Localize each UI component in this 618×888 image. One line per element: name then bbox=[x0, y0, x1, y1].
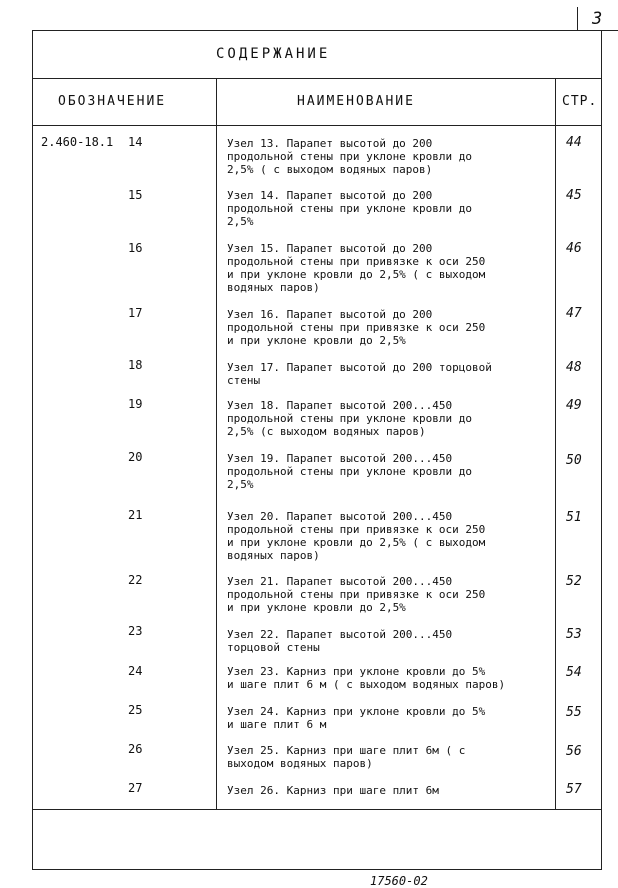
row-page: 48 bbox=[566, 360, 582, 375]
row-number: 22 bbox=[128, 573, 143, 587]
row-name: Узел 25. Карниз при шаге плит 6м ( с выходом водяных паров) bbox=[227, 744, 466, 770]
row-name: Узел 18. Парапет высотой 200...450 продольной стены при уклоне кровли до 2,5% (с выходом водяных паров) bbox=[227, 399, 473, 438]
row-number: 16 bbox=[128, 241, 143, 255]
row-number: 25 bbox=[128, 703, 143, 717]
header-page: СТР. bbox=[562, 94, 598, 109]
row-number: 21 bbox=[128, 508, 143, 522]
row-page: 44 bbox=[566, 135, 582, 150]
row-number: 23 bbox=[128, 624, 143, 638]
row-page: 46 bbox=[566, 241, 582, 256]
row-name: Узел 14. Парапет высотой до 200 продольной стены при уклоне кровли до 2,5% bbox=[227, 189, 473, 228]
row-page: 47 bbox=[566, 306, 582, 321]
row-page: 56 bbox=[566, 744, 582, 759]
header-designation: ОБОЗНАЧЕНИЕ bbox=[58, 94, 167, 109]
row-name: Узел 19. Парапет высотой 200...450 продольной стены при уклоне кровли до 2,5% bbox=[227, 452, 473, 491]
row-page: 49 bbox=[566, 398, 582, 413]
title-divider bbox=[32, 78, 602, 79]
table-bottom-divider bbox=[32, 809, 602, 810]
header-divider bbox=[32, 125, 602, 126]
column-divider-page bbox=[555, 78, 556, 809]
row-number: 24 bbox=[128, 664, 143, 678]
row-page: 54 bbox=[566, 665, 582, 680]
row-name: Узел 20. Парапет высотой 200...450 продольной стены при привязке к оси 250 и при уклоне кровли до 2,5% ( с выходом водяных паров) bbox=[227, 510, 486, 562]
row-number: 26 bbox=[128, 742, 143, 756]
row-number: 27 bbox=[128, 781, 143, 795]
row-number: 15 bbox=[128, 188, 143, 202]
row-number: 19 bbox=[128, 397, 143, 411]
row-page: 57 bbox=[566, 782, 582, 797]
row-page: 53 bbox=[566, 627, 582, 642]
row-name: Узел 16. Парапет высотой до 200 продольной стены при привязке к оси 250 и при уклоне кровли до 2,5% bbox=[227, 308, 486, 347]
row-page: 50 bbox=[566, 453, 582, 468]
row-number: 14 bbox=[128, 135, 143, 149]
column-divider-designation bbox=[216, 78, 217, 809]
row-page: 55 bbox=[566, 705, 582, 720]
row-name: Узел 23. Карниз при уклоне кровли до 5% и шаге плит 6 м ( с выходом водяных паров) bbox=[227, 665, 506, 691]
row-number: 17 bbox=[128, 306, 143, 320]
page-title: СОДЕРЖАНИЕ bbox=[216, 46, 331, 62]
row-name: Узел 13. Парапет высотой до 200 продольной стены при уклоне кровли до 2,5% ( с выходом водяных паров) bbox=[227, 137, 473, 176]
row-page: 51 bbox=[566, 510, 582, 525]
row-page: 45 bbox=[566, 188, 582, 203]
row-name: Узел 22. Парапет высотой 200...450 торцовой стены bbox=[227, 628, 453, 654]
row-name: Узел 26. Карниз при шаге плит 6м bbox=[227, 784, 439, 797]
row-name: Узел 17. Парапет высотой до 200 торцовой стены bbox=[227, 361, 492, 387]
row-name: Узел 21. Парапет высотой 200...450 продольной стены при привязке к оси 250 и при уклоне кровли до 2,5% bbox=[227, 575, 486, 614]
row-number: 20 bbox=[128, 450, 143, 464]
sheet-number: 3 bbox=[592, 9, 603, 29]
header-name: НАИМЕНОВАНИЕ bbox=[297, 94, 415, 109]
row-name: Узел 15. Парапет высотой до 200 продольной стены при привязке к оси 250 и при уклоне кровли до 2,5% ( с выходом водяных паров) bbox=[227, 242, 486, 294]
row-page: 52 bbox=[566, 574, 582, 589]
row-name: Узел 24. Карниз при уклоне кровли до 5% и шаге плит 6 м bbox=[227, 705, 486, 731]
document-code: 2.460-18.1 bbox=[41, 135, 114, 149]
row-number: 18 bbox=[128, 358, 143, 372]
footer-code: 17560-02 bbox=[370, 874, 428, 888]
